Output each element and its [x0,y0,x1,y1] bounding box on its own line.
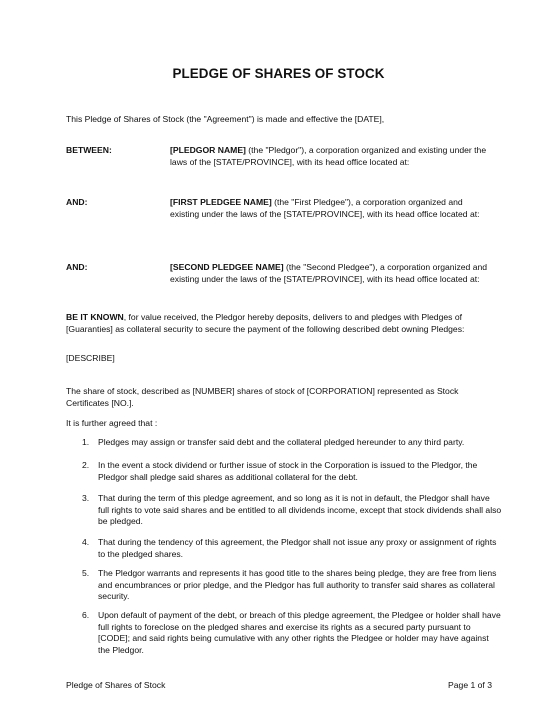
list-text: The Pledgor warrants and represents it has good title to the shares being pledge, they are free from liens and encumbrances or prior pledge, and the Pledgor has full authority to transfer said shares as collateral security. [98,568,497,601]
intro-paragraph: This Pledge of Shares of Stock (the "Agreement") is made and effective the [DATE], [66,114,385,124]
list-number: 3. [82,493,90,503]
list-text: That during the term of this pledge agreement, and so long as it is not in default, the Pledgor shall have full rights to vote said shares and be entitled to all dividends income, except that stock dividends shall also be pledged. [98,493,502,526]
footer-document-name: Pledge of Shares of Stock [66,680,166,690]
party-label-and-first: AND: [66,197,88,207]
footer-page-number: Page 1 of 3 [448,680,492,690]
party-label-and-second: AND: [66,262,88,272]
list-text: In the event a stock dividend or further issue of stock in the Corporation is issued to the Pledgor, the Pledgor shall pledge said shares as additional collateral for the debt. [98,460,478,482]
list-number: 5. [82,568,90,578]
party-description: (the "Second Pledgee"), a corporation organized and existing under the laws of the [STATE/PROVINCE], with its head office located at: [170,262,488,284]
party-pledgor [170,145,494,168]
party-description: (the "Pledgor"), a corporation organized and existing under the laws of the [STATE/PROVINCE], with its head office located at: [170,145,487,167]
party-name: [SECOND PLEDGEE NAME] [170,262,284,272]
party-name: [FIRST PLEDGEE NAME] [170,197,272,207]
list-number: 6. [82,610,90,620]
party-name: [PLEDGOR NAME] [170,145,246,155]
list-text: That during the tendency of this agreement, the Pledgor shall not issue any proxy or assignment of rights to the pledged shares. [98,537,497,559]
document-title: PLEDGE OF SHARES OF STOCK [172,66,385,81]
list-text: Pledges may assign or transfer said debt and the collateral pledged hereunder to any third party. [98,437,465,447]
be-it-known-paragraph [66,312,492,335]
party-first-pledgee [170,197,494,220]
be-it-known-text: , for value received, the Pledgor hereby deposits, delivers to and pledges with Pledges of [Guaranties] as collateral security to secure the payment of the following described debt owning Pledges: [66,312,465,334]
party-description: (the "First Pledgee"), a corporation organized and existing under the laws of the [STATE/PROVINCE], with its head office located at: [170,197,480,219]
list-number: 2. [82,460,90,470]
list-number: 1. [82,437,90,447]
describe-placeholder: [DESCRIBE] [66,353,115,363]
be-it-known-heading: BE IT KNOWN [66,312,124,322]
further-agreed-line: It is further agreed that : [66,418,158,428]
party-second-pledgee [170,262,494,285]
share-paragraph: The share of stock, described as [NUMBER] shares of stock of [CORPORATION] represented as Stock Certificates [NO.]. [66,386,459,408]
list-text: Upon default of payment of the debt, or breach of this pledge agreement, the Pledgee or holder shall have full rights to foreclose on the pledged shares and exercise its rights as a secured party pursuant to [CODE]; and said rights being cumulative with any other rights the Pledgee or holder may have against the Pledgor. [98,610,501,655]
party-label-between: BETWEEN: [66,145,112,155]
list-number: 4. [82,537,90,547]
